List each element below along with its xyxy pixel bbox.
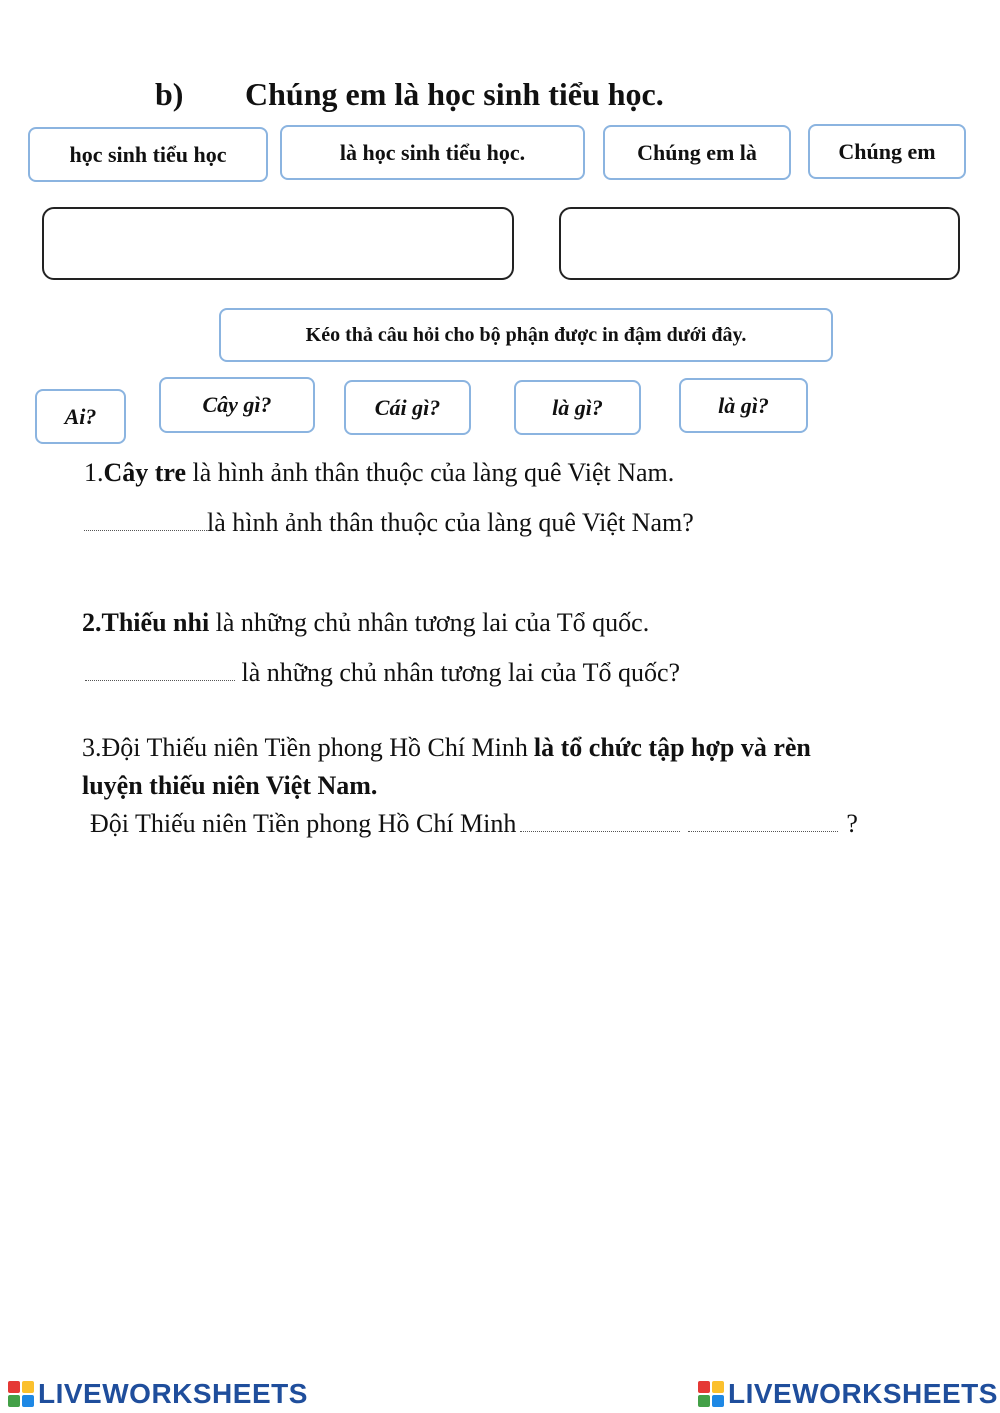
brand-text-right: LIVEWORKSHEETS: [728, 1378, 998, 1409]
exercise-1-number: 1.: [84, 458, 104, 487]
exercise-3-sentence-line1: [82, 733, 811, 763]
brand-logo-right: [698, 1378, 998, 1410]
drop-zone-left[interactable]: [42, 207, 514, 280]
exercise-1-bold: Cây tre: [103, 458, 187, 487]
exercise-3-sentence-line2: [82, 771, 377, 801]
exercise-1-rest: là hình ảnh thân thuộc của làng quê Việt Nam.: [186, 458, 675, 487]
exercise-1-answer-rest: là hình ảnh thân thuộc của làng quê Việt Nam?: [207, 508, 694, 537]
word-chip-chung-em[interactable]: Chúng em: [808, 124, 966, 179]
exercise-1-blank[interactable]: [84, 530, 207, 531]
instruction-box: Kéo thả câu hỏi cho bộ phận được in đậm dưới đây.: [219, 308, 833, 362]
exercise-3-answer: [90, 809, 858, 839]
word-chip-hoc-sinh-tieu-hoc[interactable]: học sinh tiểu học: [28, 127, 268, 182]
exercise-2-bold: Thiếu nhi: [101, 608, 210, 637]
exercise-3-bold-line2: luyện thiếu niên Việt Nam.: [82, 771, 378, 800]
liveworksheets-logo-icon: [8, 1381, 34, 1407]
question-chip-la-gi-1[interactable]: là gì?: [514, 380, 641, 435]
exercise-2-answer-rest: là những chủ nhân tương lai của Tổ quốc?: [235, 658, 681, 687]
exercise-2-sentence: [82, 608, 649, 638]
exercise-3-blank-1[interactable]: [520, 831, 680, 832]
question-chip-cay-gi[interactable]: Cây gì?: [159, 377, 315, 433]
target-sentence: Chúng em là học sinh tiểu học.: [245, 76, 664, 112]
question-chip-cai-gi[interactable]: Cái gì?: [344, 380, 471, 435]
question-chip-la-gi-2[interactable]: là gì?: [679, 378, 808, 433]
exercise-3-blank-2[interactable]: [688, 831, 838, 832]
question-chip-ai[interactable]: Ai?: [35, 389, 126, 444]
exercise-3-plain: Đội Thiếu niên Tiền phong Hồ Chí Minh: [101, 733, 528, 762]
exercise-2-answer: [85, 658, 680, 688]
exercise-1-answer: [84, 508, 694, 538]
word-chip-la-hoc-sinh-tieu-hoc[interactable]: là học sinh tiểu học.: [280, 125, 585, 180]
brand-logo-left: [8, 1378, 308, 1410]
liveworksheets-logo-icon: [698, 1381, 724, 1407]
exercise-3-bold-line1: là tổ chức tập hợp và rèn: [533, 733, 811, 762]
exercise-2-blank[interactable]: [85, 680, 235, 681]
drop-zone-right[interactable]: [559, 207, 960, 280]
brand-text-left: LIVEWORKSHEETS: [38, 1378, 308, 1409]
exercise-2-rest: là những chủ nhân tương lai của Tổ quốc.: [209, 608, 650, 637]
section-label: b): [155, 76, 184, 112]
exercise-1-sentence: [84, 458, 674, 488]
word-chip-chung-em-la[interactable]: Chúng em là: [603, 125, 791, 180]
exercise-3-number: 3.: [82, 733, 102, 762]
exercise-3-answer-end: ?: [846, 809, 858, 838]
exercise-2-number: 2.: [82, 608, 102, 637]
exercise-3-answer-start: Đội Thiếu niên Tiền phong Hồ Chí Minh: [90, 809, 517, 838]
